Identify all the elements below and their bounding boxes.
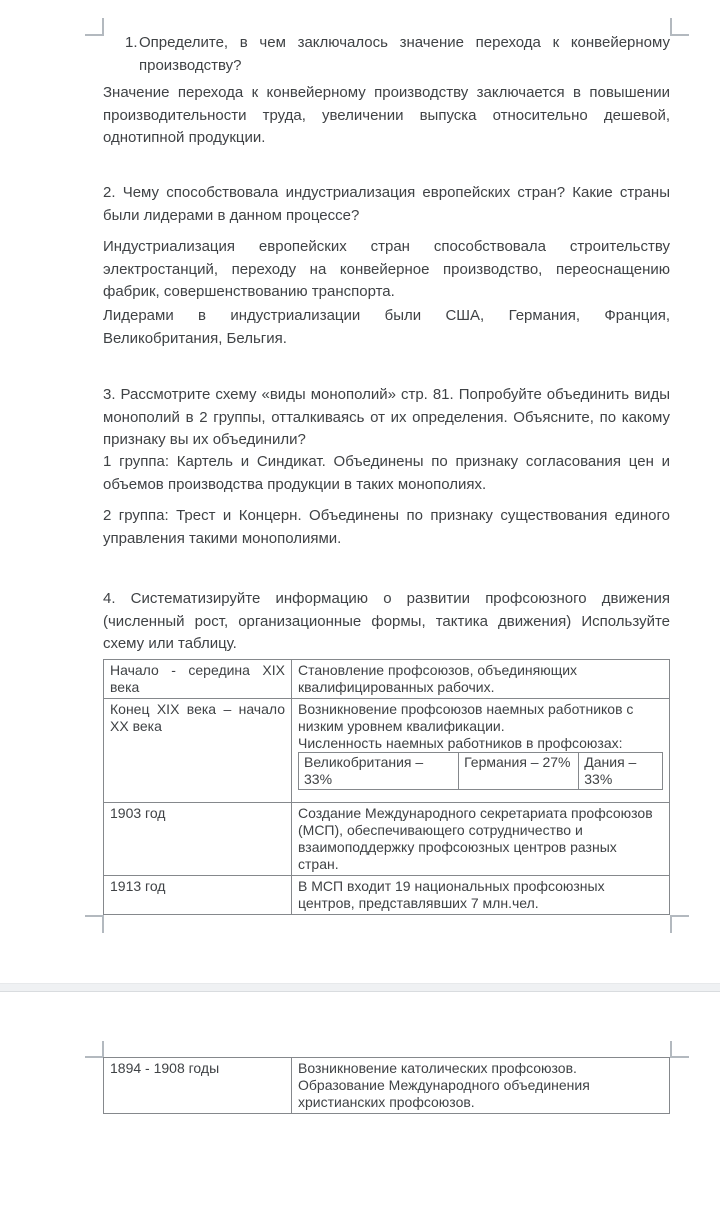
unions-development-table (103, 659, 670, 915)
unions-development-table-continued (103, 1057, 670, 1114)
description-line: центров, представлявших 7 млн.чел. (298, 895, 539, 911)
answer-3-group-1: 1 группа: Картель и Синдикат. Объединены по признаку согласования цен и объемов производства продукции в таких монополиях. (103, 453, 670, 493)
table-cell-period: 1913 год (104, 876, 292, 915)
table-row (104, 803, 670, 876)
table-cell-description (292, 876, 670, 915)
question-4: 4. Систематизируйте информацию о развитии профсоюзного движения (численный рост, организационные формы, тактика движения) Используйте схему или таблицу. (103, 590, 670, 653)
table-cell-description (292, 1058, 670, 1114)
answer-3-group-2: 2 группа: Трест и Концерн. Объединены по признаку существования единого управления такими монополиями. (103, 507, 670, 547)
description-line: христианских профсоюзов. (298, 1094, 475, 1110)
description-line: Создание Международного секретариата профсоюзов (298, 805, 653, 821)
description-line: Образование Международного объединения (298, 1077, 590, 1093)
description-line: квалифицированных рабочих. (298, 679, 495, 695)
page2-margin-mark-top-left (85, 1041, 104, 1058)
description-line: взаимоподдержку профсоюзных центров разных (298, 839, 617, 855)
question-1-number: 1. (125, 34, 138, 51)
table-cell-period: Начало - середина XIX века (104, 660, 292, 699)
description-line: (МСП), обеспечивающего сотрудничество и (298, 822, 583, 838)
table-cell-description (292, 803, 670, 876)
description-line: Возникновение профсоюзов наемных работников с низким уровнем квалификации. (298, 701, 634, 734)
description-line: Возникновение католических профсоюзов. (298, 1060, 577, 1076)
inner-table-cell-uk: Великобритания – 33% (299, 753, 459, 790)
description-line: В МСП входит 19 национальных профсоюзных (298, 878, 605, 894)
description-line: Становление профсоюзов, объединяющих (298, 662, 578, 678)
page1-margin-mark-top-left (85, 18, 104, 36)
table-cell-period: Конец XIX века – начало XX века (104, 699, 292, 803)
table-cell-period: 1903 год (104, 803, 292, 876)
table-cell-description (292, 699, 670, 803)
answer-1-paragraph: Значение перехода к конвейерному производству заключается в повышении производительности труда, увеличении выпуска относительно дешевой, однотипной продукции. (103, 84, 670, 147)
table-row (104, 699, 670, 803)
table-cell-description (292, 660, 670, 699)
page-break-separator (0, 983, 720, 992)
question-3: 3. Рассмотрите схему «виды монополий» стр. 81. Попробуйте объединить виды монополий в 2 группы, отталкиваясь от их определения. Объясните, по какому признаку вы их объединили? (103, 386, 670, 449)
table-row (104, 1058, 670, 1114)
union-membership-inner-table (298, 752, 663, 790)
description-line: Численность наемных работников в профсоюзах: (298, 735, 623, 751)
page1-margin-mark-bottom-right (670, 915, 689, 933)
inner-table-row (299, 753, 663, 790)
inner-table-cell-germany: Германия – 27% (459, 753, 579, 790)
page1-margin-mark-bottom-left (85, 915, 104, 933)
table-row (104, 660, 670, 699)
question-2: 2. Чему способствовала индустриализация европейских стран? Какие страны были лидерами в данном процессе? (103, 184, 670, 224)
description-line: стран. (298, 856, 339, 872)
question-1-text: Определите, в чем заключалось значение перехода к конвейерному производству? (139, 34, 670, 74)
page1-margin-mark-top-right (670, 18, 689, 36)
page2-margin-mark-top-right (670, 1041, 689, 1058)
answer-2-paragraph-1: Индустриализация европейских стран способствовала строительству электростанций, переходу на конвейерное производство, переоснащению фабрик, совершенствованию транспорта. (103, 238, 670, 301)
table-row (104, 876, 670, 915)
inner-table-cell-denmark: Дания – 33% (579, 753, 663, 790)
question-1 (103, 32, 670, 77)
table-cell-period: 1894 - 1908 годы (104, 1058, 292, 1114)
answer-2-paragraph-2: Лидерами в индустриализации были США, Германия, Франция, Великобритания, Бельгия. (103, 307, 670, 347)
